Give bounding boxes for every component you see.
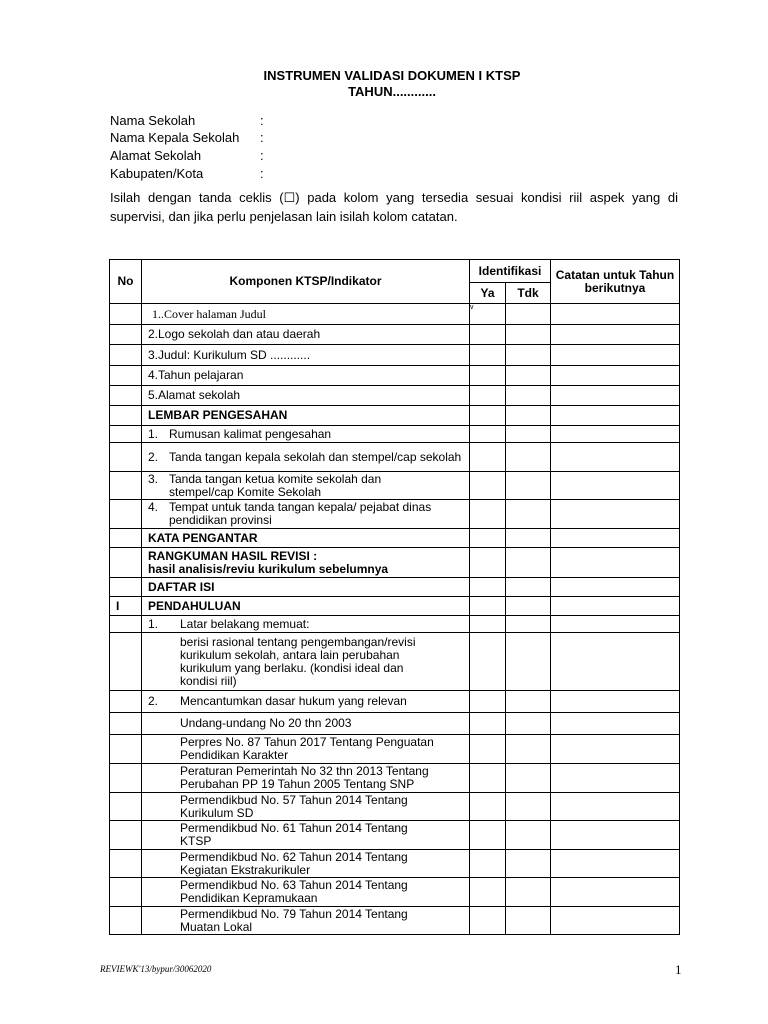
cell-catatan[interactable] bbox=[551, 713, 680, 735]
cell-tdk[interactable] bbox=[506, 443, 551, 472]
cell-catatan[interactable] bbox=[551, 325, 680, 345]
item-text: Rumusan kalimat pengesahan bbox=[169, 426, 332, 441]
cell-catatan[interactable] bbox=[551, 472, 680, 500]
cell-ya[interactable] bbox=[470, 426, 506, 443]
info-label: Kabupaten/Kota bbox=[110, 166, 204, 181]
cell-tdk[interactable] bbox=[506, 548, 551, 578]
info-nama-kepala-sekolah bbox=[110, 130, 264, 145]
table-row bbox=[110, 472, 680, 500]
cell-ya[interactable] bbox=[470, 850, 506, 878]
cell-ya[interactable] bbox=[470, 691, 506, 713]
cell-tdk[interactable] bbox=[506, 529, 551, 548]
row-logo: 2.Logo sekolah dan atau daerah bbox=[142, 325, 470, 345]
cell-catatan[interactable] bbox=[551, 548, 680, 578]
cell-tdk[interactable] bbox=[506, 304, 551, 325]
item-number: 1. bbox=[148, 426, 159, 441]
header-komponen: Komponen KTSP/Indikator bbox=[142, 260, 470, 304]
header-catatan: Catatan untuk Tahun berikutnya bbox=[551, 260, 680, 304]
info-label: Alamat Sekolah bbox=[110, 148, 202, 163]
cell-catatan[interactable] bbox=[551, 616, 680, 633]
check-mark: v bbox=[470, 304, 474, 311]
cell-catatan[interactable] bbox=[551, 907, 680, 935]
header-no: No bbox=[110, 260, 142, 304]
table-row bbox=[110, 735, 680, 764]
cell-catatan[interactable] bbox=[551, 406, 680, 426]
table-row bbox=[110, 850, 680, 878]
cell-ya[interactable] bbox=[470, 500, 506, 529]
cell-catatan[interactable] bbox=[551, 691, 680, 713]
rangkuman-subtitle: hasil analisis/reviu kurikulum sebelumnya bbox=[148, 561, 389, 576]
cell-ya[interactable] bbox=[470, 548, 506, 578]
table-row bbox=[110, 443, 680, 472]
item-text: Mencantumkan dasar hukum yang relevan bbox=[180, 694, 407, 708]
cell-ya[interactable] bbox=[470, 735, 506, 764]
cell-no bbox=[110, 366, 142, 386]
cell-ya[interactable] bbox=[470, 821, 506, 850]
info-colon: : bbox=[260, 113, 264, 128]
rangkuman-title: RANGKUMAN HASIL REVISI : bbox=[148, 548, 318, 563]
row-permendikbud-57 bbox=[142, 793, 470, 821]
cell-no bbox=[110, 304, 142, 325]
item-text: Perpres No. 87 Tahun 2017 Tentang Penguatan Pendidikan Karakter bbox=[180, 735, 434, 762]
item-text: Permendikbud No. 63 Tahun 2014 Tentang Pendidikan Kepramukaan bbox=[180, 878, 408, 905]
table-row bbox=[110, 633, 680, 691]
cell-ya[interactable] bbox=[470, 764, 506, 793]
section-pendahuluan: PENDAHULUAN bbox=[142, 597, 470, 616]
cell-ya[interactable] bbox=[470, 345, 506, 366]
cell-catatan[interactable] bbox=[551, 529, 680, 548]
cell-ya[interactable] bbox=[470, 406, 506, 426]
cell-no bbox=[110, 878, 142, 907]
cell-no bbox=[110, 406, 142, 426]
table-row bbox=[110, 907, 680, 935]
cell-ya[interactable] bbox=[470, 304, 506, 325]
table-row bbox=[110, 325, 680, 345]
cell-catatan[interactable] bbox=[551, 500, 680, 529]
cell-tdk[interactable] bbox=[506, 735, 551, 764]
table-row bbox=[110, 691, 680, 713]
header-identifikasi: Identifikasi bbox=[470, 260, 551, 283]
table-row bbox=[110, 764, 680, 793]
section-number: I bbox=[110, 597, 142, 616]
cell-ya[interactable] bbox=[470, 472, 506, 500]
document-title: INSTRUMEN VALIDASI DOKUMEN I KTSP bbox=[263, 68, 521, 83]
cell-catatan[interactable] bbox=[551, 764, 680, 793]
item-text: Tempat untuk tanda tangan kepala/ pejabat dinas pendidikan provinsi bbox=[169, 500, 432, 527]
cell-tdk[interactable] bbox=[506, 366, 551, 386]
cell-no bbox=[110, 907, 142, 935]
cell-catatan[interactable] bbox=[551, 793, 680, 821]
cell-ya[interactable] bbox=[470, 597, 506, 616]
cell-no bbox=[110, 529, 142, 548]
cell-no bbox=[110, 548, 142, 578]
cell-no bbox=[110, 426, 142, 443]
cell-catatan[interactable] bbox=[551, 366, 680, 386]
cell-catatan[interactable] bbox=[551, 735, 680, 764]
cell-tdk[interactable] bbox=[506, 691, 551, 713]
table-row bbox=[110, 878, 680, 907]
row-permendikbud-62 bbox=[142, 850, 470, 878]
table-row bbox=[110, 529, 680, 548]
cell-tdk[interactable] bbox=[506, 793, 551, 821]
cell-no bbox=[110, 691, 142, 713]
cell-tdk[interactable] bbox=[506, 345, 551, 366]
cell-ya[interactable] bbox=[470, 616, 506, 633]
table-row bbox=[110, 426, 680, 443]
cell-ya[interactable] bbox=[470, 443, 506, 472]
cell-ya[interactable] bbox=[470, 907, 506, 935]
cell-catatan[interactable] bbox=[551, 633, 680, 691]
cell-tdk[interactable] bbox=[506, 850, 551, 878]
table-row bbox=[110, 713, 680, 735]
table-row bbox=[110, 821, 680, 850]
cell-ya[interactable] bbox=[470, 325, 506, 345]
cell-no bbox=[110, 850, 142, 878]
row-permendikbud-61 bbox=[142, 821, 470, 850]
item-text: Peraturan Pemerintah No 32 thn 2013 Tentang Perubahan PP 19 Tahun 2005 Tentang SNP bbox=[180, 764, 429, 791]
section-lembar-pengesahan: LEMBAR PENGESAHAN bbox=[142, 406, 470, 426]
table-row bbox=[110, 578, 680, 597]
section-kata-pengantar: KATA PENGANTAR bbox=[142, 529, 470, 548]
row-judul: 3.Judul: Kurikulum SD ............ bbox=[142, 345, 470, 366]
row-ttd-komite bbox=[142, 472, 470, 500]
instructions: Isilah dengan tanda ceklis (☐) pada kolom yang tersedia sesuai kondisi riil aspek yang di supervisi, dan jika perlu penjelasan lain isilah kolom catatan. bbox=[110, 190, 678, 224]
item-text: Permendikbud No. 62 Tahun 2014 Tentang Kegiatan Ekstrakurikuler bbox=[180, 849, 408, 877]
cell-tdk[interactable] bbox=[506, 500, 551, 529]
cell-catatan[interactable] bbox=[551, 597, 680, 616]
cell-no bbox=[110, 713, 142, 735]
section-daftar-isi: DAFTAR ISI bbox=[142, 578, 470, 597]
item-number: 4. bbox=[148, 500, 159, 514]
item-text: Permendikbud No. 61 Tahun 2014 Tentang KTSP bbox=[180, 821, 408, 848]
table-row bbox=[110, 304, 680, 325]
cell-ya[interactable] bbox=[470, 386, 506, 406]
cell-catatan[interactable] bbox=[551, 443, 680, 472]
cell-catatan[interactable] bbox=[551, 426, 680, 443]
item-text: berisi rasional tentang pengembangan/revisi kurikulum sekolah, antara lain perubahan kurikulum yang berlaku. (kondisi ideal dan kondisi riil) bbox=[180, 634, 416, 688]
item-number: 2. bbox=[148, 449, 159, 464]
cell-no bbox=[110, 633, 142, 691]
cell-tdk[interactable] bbox=[506, 713, 551, 735]
item-text: Permendikbud No. 57 Tahun 2014 Tentang Kurikulum SD bbox=[180, 792, 408, 820]
table-row bbox=[110, 406, 680, 426]
item-text: Permendikbud No. 79 Tahun 2014 Tentang Muatan Lokal bbox=[180, 906, 408, 934]
row-permendikbud-63 bbox=[142, 878, 470, 907]
item-number: 1. bbox=[148, 616, 159, 631]
cell-tdk[interactable] bbox=[506, 426, 551, 443]
table-row bbox=[110, 597, 680, 616]
info-label: Nama Sekolah bbox=[110, 113, 196, 128]
row-pp-32 bbox=[142, 764, 470, 793]
item-text: Tanda tangan kepala sekolah dan stempel/cap sekolah bbox=[169, 449, 462, 464]
info-colon: : bbox=[260, 130, 264, 145]
cell-no bbox=[110, 735, 142, 764]
header-tdk: Tdk bbox=[506, 283, 551, 304]
cell-tdk[interactable] bbox=[506, 325, 551, 345]
cell-catatan[interactable] bbox=[551, 345, 680, 366]
row-permendikbud-79 bbox=[142, 907, 470, 935]
cell-catatan[interactable] bbox=[551, 850, 680, 878]
row-rumusan bbox=[142, 426, 470, 443]
cell-tdk[interactable] bbox=[506, 472, 551, 500]
cell-tdk[interactable] bbox=[506, 633, 551, 691]
cell-no bbox=[110, 764, 142, 793]
cell-tdk[interactable] bbox=[506, 616, 551, 633]
table-row bbox=[110, 345, 680, 366]
cell-catatan[interactable] bbox=[551, 578, 680, 597]
row-cover-halaman: 1..Cover halaman Judul bbox=[142, 304, 470, 325]
info-nama-sekolah bbox=[110, 113, 264, 128]
table-row bbox=[110, 616, 680, 633]
header-ya: Ya bbox=[470, 283, 506, 304]
item-text: Undang-undang No 20 thn 2003 bbox=[180, 716, 352, 730]
info-colon: : bbox=[260, 166, 264, 181]
table-row bbox=[110, 500, 680, 529]
cell-tdk[interactable] bbox=[506, 386, 551, 406]
info-label: Nama Kepala Sekolah bbox=[110, 130, 240, 145]
cell-no bbox=[110, 578, 142, 597]
cell-no bbox=[110, 443, 142, 472]
cell-no bbox=[110, 345, 142, 366]
table-row bbox=[110, 793, 680, 821]
row-alamat-sekolah: 5.Alamat sekolah bbox=[142, 386, 470, 406]
row-ttd-pejabat bbox=[142, 500, 470, 529]
cell-no bbox=[110, 793, 142, 821]
cell-no bbox=[110, 616, 142, 633]
cell-catatan[interactable] bbox=[551, 821, 680, 850]
cell-ya[interactable] bbox=[470, 366, 506, 386]
footer-code: REVIEWK'13/bypur/30062020 bbox=[100, 964, 212, 974]
info-alamat-sekolah bbox=[110, 148, 264, 163]
cell-catatan[interactable] bbox=[551, 878, 680, 907]
cell-ya[interactable] bbox=[470, 793, 506, 821]
validation-table bbox=[109, 259, 680, 935]
cell-catatan[interactable] bbox=[551, 304, 680, 325]
row-latar-belakang-detail bbox=[142, 633, 470, 691]
cell-tdk[interactable] bbox=[506, 764, 551, 793]
row-uu-20 bbox=[142, 713, 470, 735]
row-perpres-87 bbox=[142, 735, 470, 764]
cell-tdk[interactable] bbox=[506, 907, 551, 935]
info-kabupaten-kota bbox=[110, 166, 264, 181]
item-text: Tanda tangan ketua komite sekolah dan stempel/cap Komite Sekolah bbox=[169, 471, 382, 499]
cell-ya[interactable] bbox=[470, 878, 506, 907]
cell-tdk[interactable] bbox=[506, 406, 551, 426]
table-row bbox=[110, 386, 680, 406]
document-year: TAHUN............ bbox=[348, 84, 436, 99]
cell-ya[interactable] bbox=[470, 713, 506, 735]
cell-ya[interactable] bbox=[470, 529, 506, 548]
cell-catatan[interactable] bbox=[551, 386, 680, 406]
section-rangkuman bbox=[142, 548, 470, 578]
cell-no bbox=[110, 500, 142, 529]
row-dasar-hukum bbox=[142, 691, 470, 713]
table-row bbox=[110, 548, 680, 578]
row-tahun-pelajaran: 4.Tahun pelajaran bbox=[142, 366, 470, 386]
cell-tdk[interactable] bbox=[506, 821, 551, 850]
item-number: 3. bbox=[148, 471, 159, 486]
cell-no bbox=[110, 325, 142, 345]
cell-ya[interactable] bbox=[470, 578, 506, 597]
table-row bbox=[110, 366, 680, 386]
row-latar-belakang bbox=[142, 616, 470, 633]
item-number: 2. bbox=[148, 694, 159, 708]
cell-no bbox=[110, 821, 142, 850]
cell-tdk[interactable] bbox=[506, 878, 551, 907]
cell-ya[interactable] bbox=[470, 633, 506, 691]
cell-no bbox=[110, 386, 142, 406]
cell-tdk[interactable] bbox=[506, 578, 551, 597]
info-colon: : bbox=[260, 148, 264, 163]
page-number: 1 bbox=[675, 962, 682, 977]
cell-tdk[interactable] bbox=[506, 597, 551, 616]
item-text: Latar belakang memuat: bbox=[180, 616, 310, 631]
cell-no bbox=[110, 472, 142, 500]
row-ttd-kepala bbox=[142, 443, 470, 472]
